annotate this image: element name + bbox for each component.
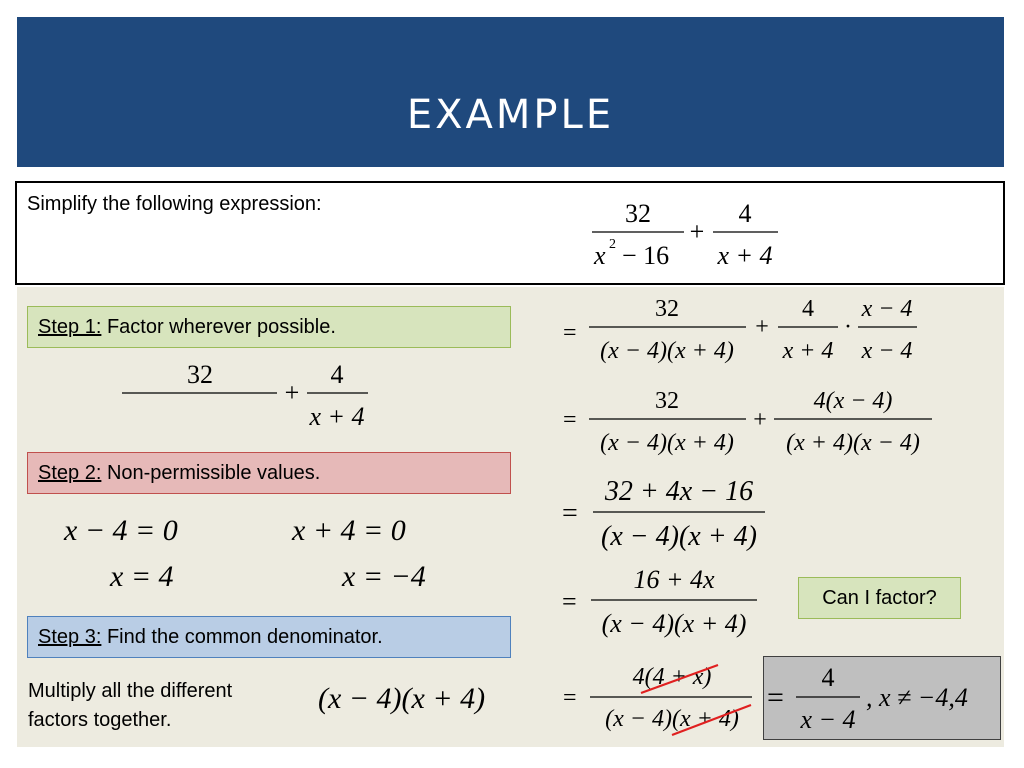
multiply-line-2: factors together. — [28, 709, 172, 731]
work-1-den-1: (x − 4)(x + 4) — [600, 338, 734, 364]
problem-den-1-base: x — [594, 241, 606, 270]
step-1-label: Step 1: — [38, 316, 102, 338]
problem-plus: + — [689, 217, 705, 246]
multiply-line-1: Multiply all the different — [28, 680, 233, 702]
step-2-text: Non-permissible values. — [101, 462, 321, 484]
problem-den-1-exp: 2 — [609, 237, 616, 252]
work-line-4 — [562, 565, 757, 638]
step-3-expression: (x − 4)(x + 4) — [318, 682, 486, 715]
work-1-den-2: x + 4 — [782, 338, 834, 364]
work-5-num: 4(4 + x) — [632, 664, 712, 690]
step-2-eq-1: x − 4 = 0 — [64, 514, 178, 547]
work-3-den: (x − 4)(x + 4) — [601, 521, 757, 552]
work-line-1 — [563, 296, 917, 364]
step-1-expression — [122, 360, 368, 431]
work-line-2 — [563, 388, 932, 456]
answer-num: 4 — [821, 663, 835, 692]
answer-den: x − 4 — [800, 705, 856, 734]
work-3-equals: = — [562, 498, 578, 529]
work-2-num-2: 4(x − 4) — [813, 388, 893, 414]
answer-restriction: , x ≠ −4,4 — [866, 683, 968, 712]
work-1-den-3: x − 4 — [861, 338, 913, 364]
problem-expression — [592, 199, 778, 270]
problem-den-2: x + 4 — [717, 241, 773, 270]
work-1-equals: = — [563, 320, 577, 346]
can-i-factor-callout: Can I factor? — [798, 577, 961, 619]
problem-prompt: Simplify the following expression: — [27, 193, 322, 215]
problem-den-1-rest: − 16 — [622, 241, 670, 270]
final-answer — [767, 663, 968, 734]
work-2-plus: + — [753, 407, 767, 433]
answer-equals: = — [767, 681, 784, 714]
work-2-equals: = — [563, 407, 577, 433]
work-3-num: 32 + 4x − 16 — [604, 476, 754, 507]
step-1-den-2: x + 4 — [309, 402, 365, 431]
step-2-sol-2: x = −4 — [342, 560, 426, 593]
step-1-num-2: 4 — [330, 360, 344, 389]
work-1-plus: + — [755, 314, 769, 340]
step-1-plus: + — [284, 378, 300, 407]
work-line-3 — [562, 476, 765, 552]
step-3-label: Step 3: — [38, 626, 102, 648]
problem-num-2: 4 — [738, 199, 752, 228]
work-4-den: (x − 4)(x + 4) — [601, 609, 747, 638]
step-3-text: Find the common denominator. — [101, 626, 383, 648]
problem-num-1: 32 — [625, 199, 651, 228]
work-2-den-1: (x − 4)(x + 4) — [600, 430, 734, 456]
work-1-num-3: x − 4 — [861, 296, 913, 322]
step-2-sol-1: x = 4 — [110, 560, 174, 593]
work-4-num: 16 + 4x — [633, 565, 715, 594]
slide-title: EXAMPLE — [406, 92, 615, 138]
step-2-label: Step 2: — [38, 462, 102, 484]
work-1-dot: · — [844, 314, 852, 340]
work-5-equals: = — [563, 685, 577, 711]
work-1-num-2: 4 — [802, 296, 814, 322]
work-5-den: (x − 4)(x + 4) — [605, 706, 739, 732]
work-2-den-2: (x + 4)(x − 4) — [786, 430, 920, 456]
step-2-eq-2: x + 4 = 0 — [292, 514, 406, 547]
work-2-num-1: 32 — [655, 388, 679, 414]
work-1-num-1: 32 — [655, 296, 679, 322]
step-2-equations — [63, 514, 426, 593]
work-line-5 — [563, 664, 752, 735]
step-1-text: Factor wherever possible. — [101, 316, 336, 338]
step-1-num-1: 32 — [187, 360, 213, 389]
work-4-equals: = — [562, 587, 577, 616]
